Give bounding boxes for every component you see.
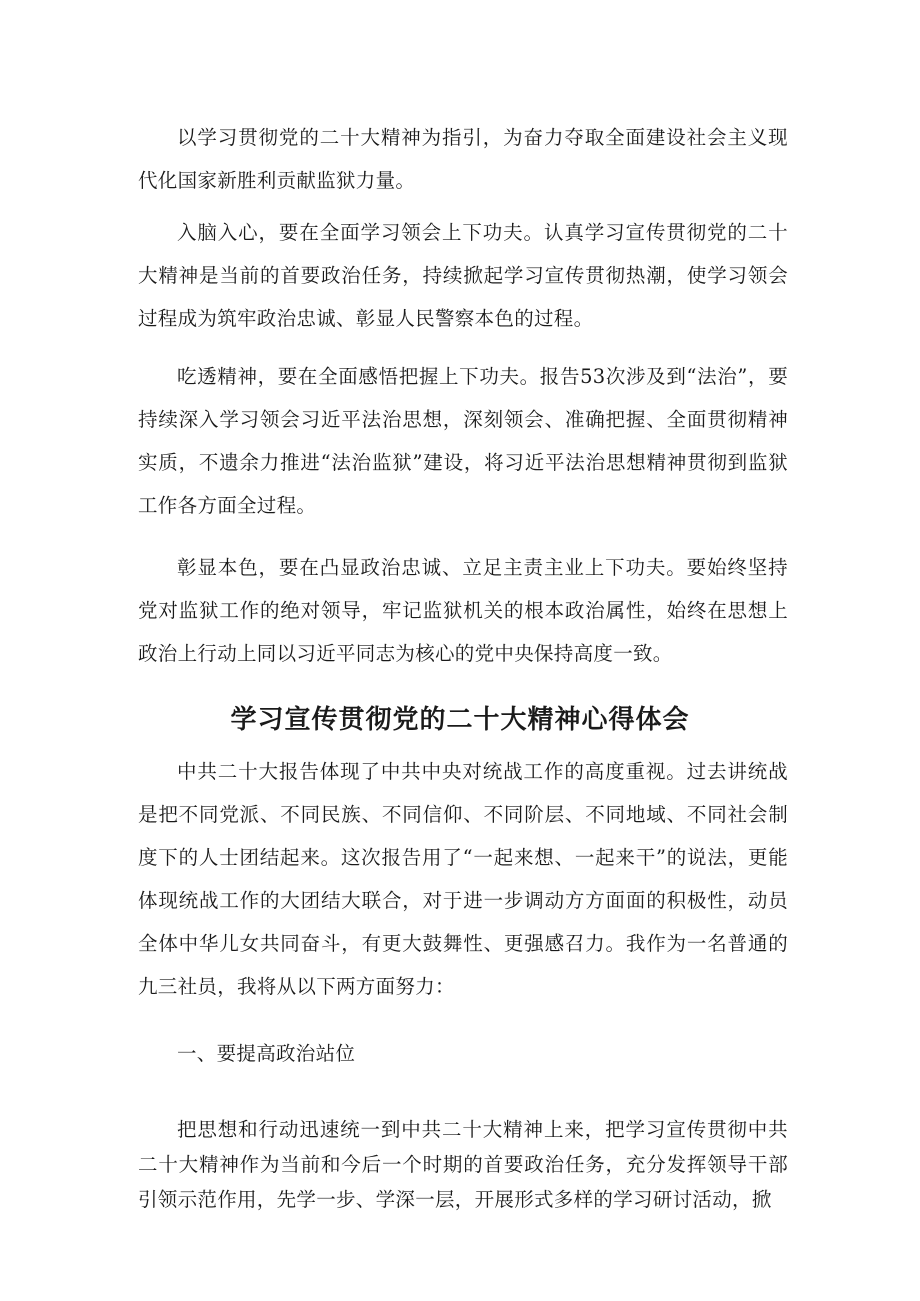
intro-paragraph-block — [138, 116, 788, 202]
paragraph-4-block — [138, 750, 788, 1008]
paragraph-1: 入脑入心，要在全面学习领会上下功夫。认真学习宣传贯彻党的二十大精神是当前的首要政治任务，持续掀起学习宣传贯彻热潮，使学习领会过程成为筑牢政治忠诚、彰显人民警察本色的过程。 — [138, 221, 788, 330]
paragraph-3-block — [138, 546, 788, 675]
paragraph-2: 吃透精神，要在全面感悟把握上下功夫。报告53次涉及到“法治”，要持续深入学习领会习近平法治思想，深刻领会、准确把握、全面贯彻精神实质，不遗余力推进“法治监狱”建设，将习近平法治思想精神贯彻到监狱工作各方面全过程。 — [138, 365, 788, 517]
paragraph-1-block — [138, 211, 788, 340]
paragraph-5: 把思想和行动迅速统一到中共二十大精神上来，把学习宣传贯彻中共二十大精神作为当前和今后一个时期的首要政治任务，充分发挥领导干部引领示范作用，先学一步、学深一层，开展形式多样的学习研讨活动，掀 — [138, 1118, 788, 1211]
intro-paragraph: 以学习贯彻党的二十大精神为指引，为奋力夺取全面建设社会主义现代化国家新胜利贡献监狱力量。 — [138, 126, 788, 192]
heading-1-block — [138, 1032, 788, 1075]
paragraph-2-block — [138, 355, 788, 527]
paragraph-5-block — [138, 1112, 788, 1217]
paragraph-4: 中共二十大报告体现了中共中央对统战工作的高度重视。过去讲统战是把不同党派、不同民族、不同信仰、不同阶层、不同地域、不同社会制度下的人士团结起来。这次报告用了“一起来想、一起来干”的说法，更能体现统战工作的大团结大联合，对于进一步调动方方面面的积极性，动员全体中华儿女共同奋斗，有更大鼓舞性、更强感召力。我作为一名普通的九三社员，我将从以下两方面努力： — [138, 760, 788, 998]
section-title: 学习宣传贯彻党的二十大精神心得体会 — [230, 705, 690, 735]
paragraph-3: 彰显本色，要在凸显政治忠诚、立足主责主业上下功夫。要始终坚持党对监狱工作的绝对领导，牢记监狱机关的根本政治属性，始终在思想上政治上行动上同以习近平同志为核心的党中央保持高度一致。 — [138, 556, 788, 665]
heading-1: 一、要提高政治站位 — [177, 1042, 356, 1065]
